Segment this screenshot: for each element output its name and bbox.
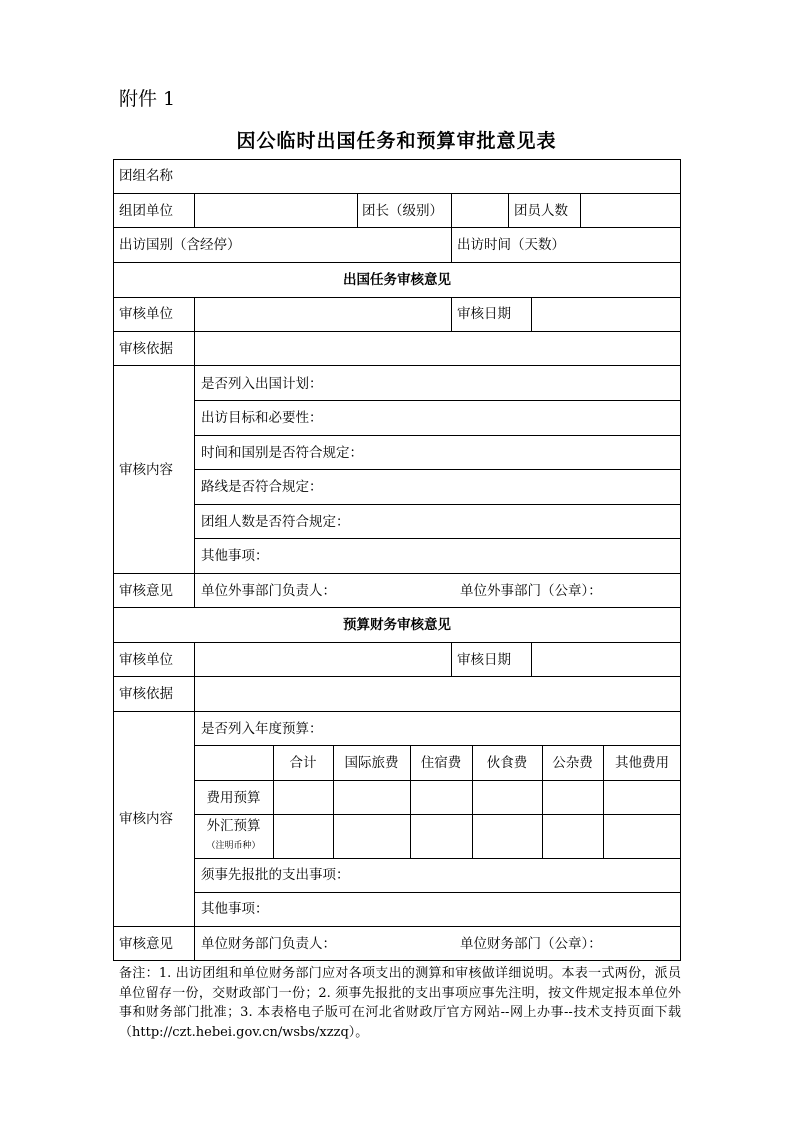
footnote: 备注：1. 出访团组和单位财务部门应对各项支出的测算和审核做详细说明。本表一式两份，派员单位留存一份，交财政部门一份；2. 须事先报批的支出事项应事先注明，按文件规定报本单位外事和财务部门批准；3. 本表格电子版可在河北省财政厅官方网站--网上办事--技术支持页面下载（http://czt.hebei.gov.cn/wsbs/xzzq）。 — [119, 966, 681, 1040]
expense-row-label: 外汇预算 — [206, 818, 261, 834]
task-review-item: 路线是否符合规定： — [201, 479, 323, 495]
task-review-heading: 出国任务审核意见 — [343, 272, 451, 288]
expense-column-header: 伙食费 — [486, 755, 528, 771]
form-title: 因公临时出国任务和预算审批意见表 — [236, 130, 557, 152]
leader-level-label: 团长（级别） — [362, 203, 443, 219]
task-review-item: 时间和国别是否符合规定： — [201, 445, 363, 461]
budget-review-opinion-label: 审核意见 — [119, 936, 173, 952]
attachment-label: 附件 1 — [119, 88, 176, 110]
expense-column-header: 住宿费 — [420, 755, 462, 771]
foreign-affairs-seal-label: 单位外事部门（公章）： — [460, 583, 602, 599]
budget-review-content-label: 审核内容 — [119, 811, 173, 827]
task-review-date-label: 审核日期 — [457, 306, 511, 322]
task-review-item: 是否列入出国计划： — [201, 376, 323, 392]
budget-other-label: 其他事项： — [201, 901, 269, 917]
visit-country-label: 出访国别（含经停） — [119, 237, 241, 253]
task-review-item: 出访目标和必要性： — [201, 410, 323, 426]
task-review-unit-label: 审核单位 — [119, 306, 173, 322]
task-review-basis-label: 审核依据 — [119, 341, 173, 357]
task-review-opinion-label: 审核意见 — [119, 583, 173, 599]
foreign-affairs-responsible-label: 单位外事部门负责人： — [201, 583, 336, 599]
task-review-content-label: 审核内容 — [119, 462, 173, 478]
group-name-label: 团组名称 — [119, 168, 173, 184]
budget-review-unit-label: 审核单位 — [119, 652, 173, 668]
task-review-item: 其他事项： — [201, 548, 269, 564]
finance-seal-label: 单位财务部门（公章）： — [460, 936, 602, 952]
budget-review-basis-label: 审核依据 — [119, 686, 173, 702]
expense-column-header: 公杂费 — [552, 755, 593, 771]
expense-column-header: 合计 — [289, 755, 317, 771]
expense-column-header: 其他费用 — [615, 755, 669, 771]
pre-approval-label: 须事先报批的支出事项： — [201, 867, 350, 883]
members-count-label: 团员人数 — [514, 203, 568, 219]
budget-review-date-label: 审核日期 — [457, 652, 511, 668]
finance-responsible-label: 单位财务部门负责人： — [201, 936, 336, 952]
task-review-item: 团组人数是否符合规定： — [201, 514, 350, 530]
annual-budget-label: 是否列入年度预算： — [201, 721, 323, 737]
group-unit-label: 组团单位 — [119, 203, 173, 219]
expense-row-sublabel: （注明币种） — [206, 841, 261, 851]
visit-duration-label: 出访时间（天数） — [457, 237, 565, 253]
expense-row-label: 费用预算 — [206, 790, 261, 806]
expense-column-header: 国际旅费 — [344, 755, 399, 771]
budget-review-heading: 预算财务审核意见 — [343, 617, 451, 633]
